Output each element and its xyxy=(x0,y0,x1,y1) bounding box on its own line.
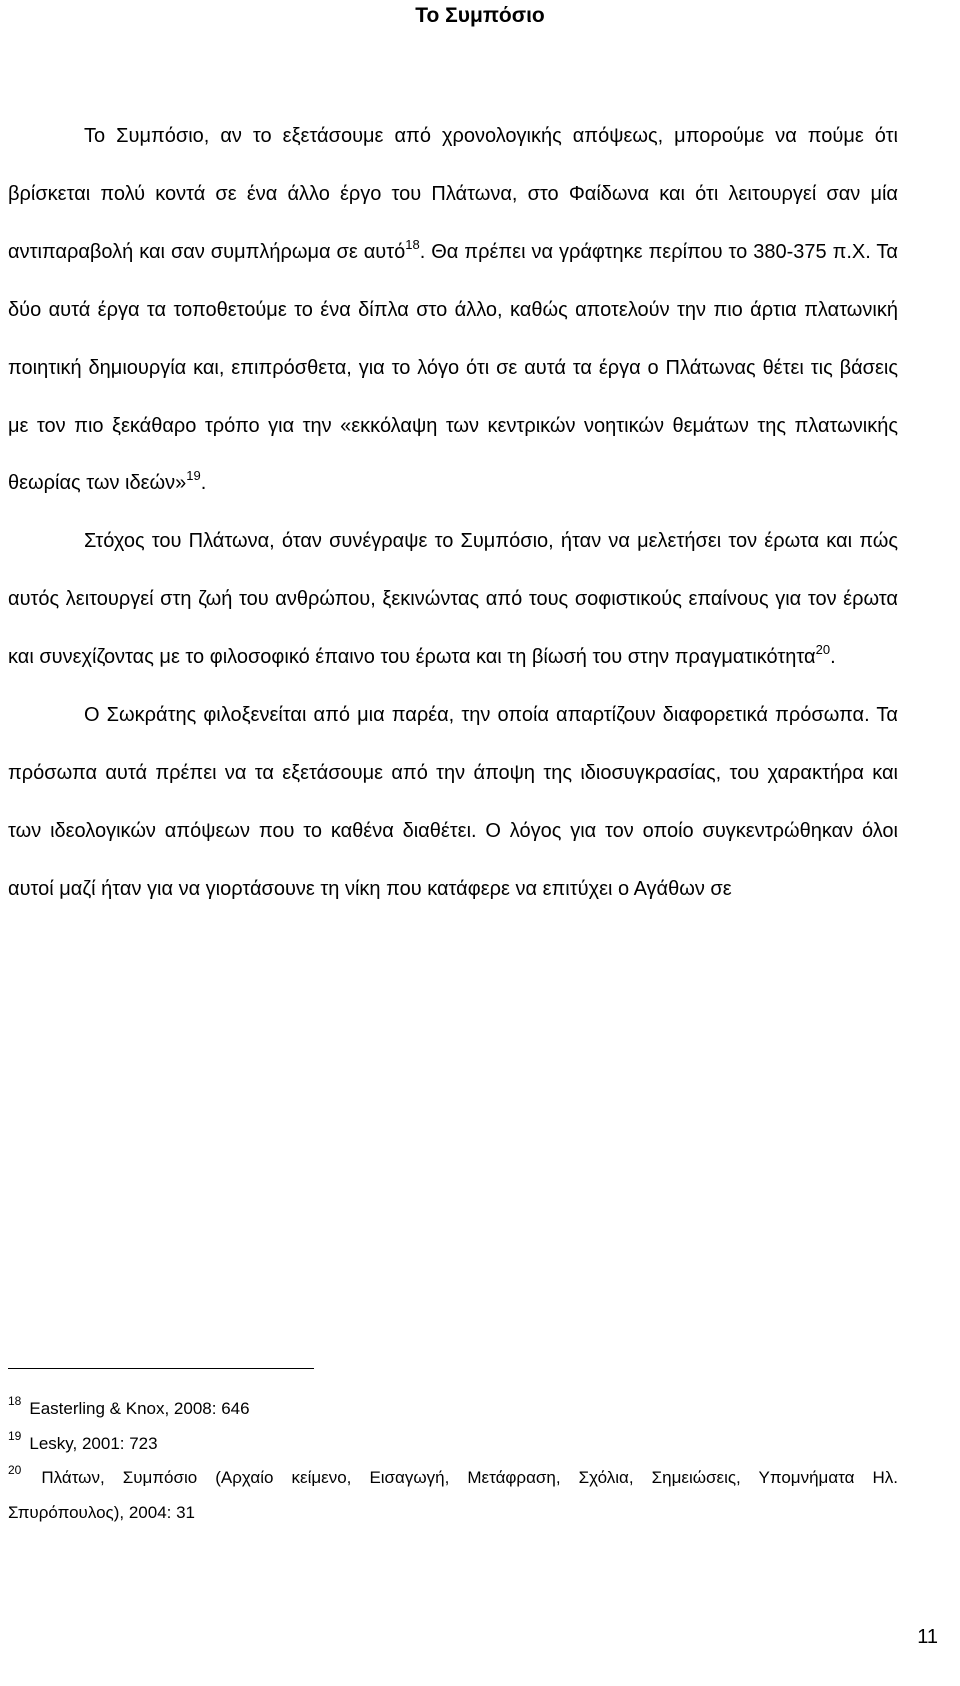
footnote-ref-18[interactable]: 18 xyxy=(405,236,420,252)
footnote-number: 20 xyxy=(8,1463,22,1477)
footnote-number: 18 xyxy=(8,1394,22,1408)
paragraph-text: . xyxy=(200,472,207,495)
page-title: Το Συμπόσιο xyxy=(415,4,545,27)
footnote-text: Lesky, 2001: 723 xyxy=(29,1433,158,1453)
footnote-separator xyxy=(8,1368,314,1369)
paragraph-text: Ο Σωκράτης φιλοξενείται από μια παρέα, την οποία απαρτίζουν διαφορετικά πρόσωπα. Τα πρόσωπα αυτά πρέπει να τα εξετάσουμε από την άποψη της ιδιοσυγκρασίας, του χαρακτήρα και των ιδεολογικών απόψεων που το καθένα διαθέτει. Ο λόγος για τον οποίο συγκεντρώθηκαν όλοι αυτοί μαζί ήταν για να γιορτάσουνε τη νίκη που κατάφερε να επιτύχει ο Αγάθων σε xyxy=(8,704,898,900)
paragraph-1 xyxy=(8,108,898,513)
footnote-19 xyxy=(8,1427,898,1462)
footnotes xyxy=(8,1392,898,1530)
paragraph-text: . xyxy=(830,646,836,669)
footnote-18 xyxy=(8,1392,898,1427)
footnote-20 xyxy=(8,1461,898,1530)
footnote-ref-19[interactable]: 19 xyxy=(186,468,201,484)
paragraph-3 xyxy=(8,687,898,919)
main-text xyxy=(8,108,898,919)
footnote-number: 19 xyxy=(8,1428,22,1443)
page-number: 11 xyxy=(917,1626,938,1648)
paragraph-text: Το Συμπόσιο, αν το εξετάσουμε από χρονολογικής απόψεως, μπορούμε να πούμε ότι βρίσκεται πολύ κοντά σε ένα άλλο έργο του Πλάτωνα, στο Φαίδωνα και ότι λειτουργεί σαν μία αντιπαραβολή και σαν συμπλήρωμα σε αυτό xyxy=(8,125,898,263)
footnote-text: Easterling & Knox, 2008: 646 xyxy=(29,1399,250,1418)
paragraph-2 xyxy=(8,513,898,687)
paragraph-text: . Θα πρέπει να γράφτηκε περίπου το 380-375 π.Χ. Τα δύο αυτά έργα τα τοποθετούμε το ένα δίπλα στο άλλο, καθώς αποτελούν την πιο άρτια πλατωνική ποιητική δημιουργία και, επιπρόσθετα, για το λόγο ότι σε αυτά τα έργα ο Πλάτωνας θέτει τις βάσεις με τον πιο ξεκάθαρο τρόπο για την «εκκόλαψη των κεντρικών νοητικών θεμάτων της πλατωνικής θεωρίας των ιδεών» xyxy=(8,240,898,495)
footnote-text: Πλάτων, Συμπόσιο (Αρχαίο κείμενο, Εισαγωγή, Μετάφραση, Σχόλια, Σημειώσεις, Υπομνήματα Ηλ. Σπυρόπουλος), 2004: 31 xyxy=(8,1468,898,1522)
paragraph-text: Στόχος του Πλάτωνα, όταν συνέγραψε το Συμπόσιο, ήταν να μελετήσει τον έρωτα και πώς αυτός λειτουργεί στη ζωή του ανθρώπου, ξεκινώντας από τους σοφιστικούς επαίνους για τον έρωτα και συνεχίζοντας με το φιλοσοφικό έπαινο του έρωτα και τη βίωσή του στην πραγματικότητα xyxy=(8,530,898,669)
footnote-ref-20[interactable]: 20 xyxy=(815,642,831,658)
